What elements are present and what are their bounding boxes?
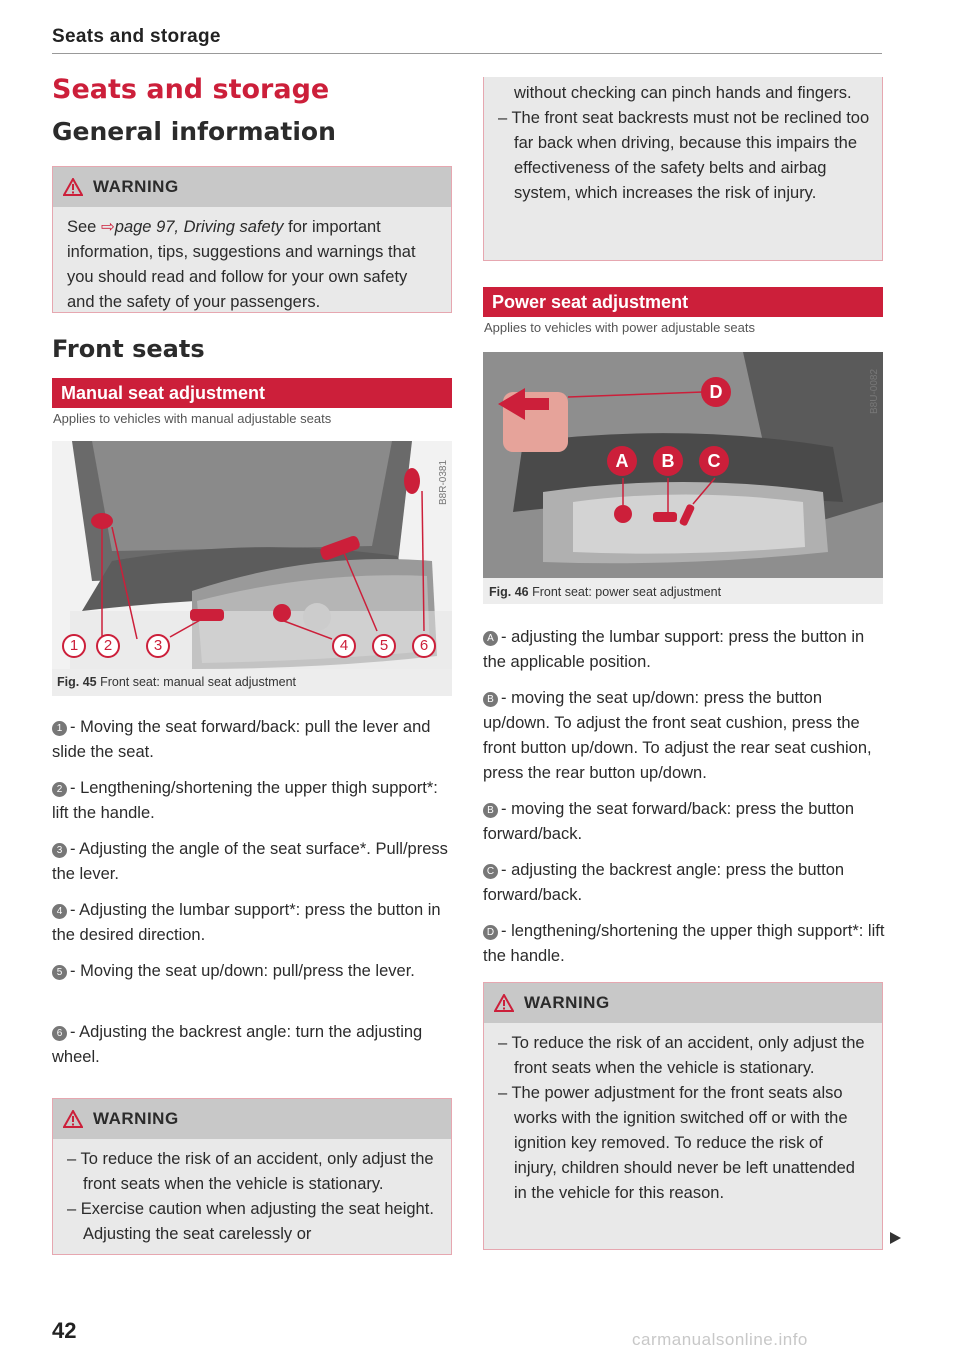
power-seat-illustration — [483, 352, 883, 578]
figure-label: Fig. 45 — [57, 675, 97, 689]
figure-45-panel — [52, 441, 452, 696]
item-marker: 4 — [52, 904, 67, 919]
list-item — [483, 686, 888, 786]
warning-box-continued — [483, 77, 883, 261]
item-marker: C — [483, 864, 498, 879]
item-marker: 1 — [52, 721, 67, 736]
figure-caption-text: Front seat: power seat adjustment — [528, 585, 722, 599]
warning-item: – The front seat backrests must not be reclined too far back when driving, because this impairs the effectiveness of the safety belts and airbag system, which increases the risk of injury. — [498, 109, 870, 202]
warning-header — [53, 1099, 451, 1139]
warning-item: – Exercise caution when adjusting the seat height. Adjusting the seat carelessly or — [67, 1200, 434, 1243]
warning-triangle-icon — [63, 1110, 83, 1128]
warning-item: – To reduce the risk of an accident, only adjust the front seats when the vehicle is stationary. — [67, 1150, 434, 1193]
warning-see-text: See — [67, 218, 101, 236]
list-item — [52, 776, 457, 826]
page-reference-link[interactable]: page 97, Driving safety — [114, 218, 284, 236]
item-text: - Lengthening/shortening the upper thigh support*: lift the handle. — [52, 779, 438, 822]
callout-5: 5 — [372, 634, 396, 658]
item-marker: 3 — [52, 843, 67, 858]
callout-B: B — [653, 446, 683, 476]
item-text: - lengthening/shortening the upper thigh support*: lift the handle. — [483, 922, 885, 965]
callout-2: 2 — [96, 634, 120, 658]
callout-6: 6 — [412, 634, 436, 658]
warning-body — [484, 1023, 882, 1216]
callout-1: 1 — [62, 634, 86, 658]
figure-45-caption — [57, 675, 296, 689]
warning-box-manual — [52, 1098, 452, 1255]
warning-header — [53, 167, 451, 207]
list-item — [483, 858, 888, 908]
warning-continued-line: without checking can pinch hands and fingers. — [514, 84, 852, 102]
power-adjustment-bar: Power seat adjustment — [483, 287, 883, 317]
item-marker: 2 — [52, 782, 67, 797]
section-title-general: General information — [52, 117, 336, 146]
watermark: carmanualsonline.info — [632, 1330, 808, 1349]
warning-body — [53, 207, 451, 325]
manual-applies-note: Applies to vehicles with manual adjustable seats — [53, 411, 332, 426]
item-text: - adjusting the backrest angle: press the button forward/back. — [483, 861, 845, 904]
warning-box-general — [52, 166, 452, 313]
callout-A: A — [607, 446, 637, 476]
callout-4: 4 — [332, 634, 356, 658]
item-text: - Moving the seat up/down: pull/press the lever. — [70, 962, 415, 980]
figure-code: B8R-0381 — [438, 459, 449, 505]
warning-triangle-icon — [63, 178, 83, 196]
running-header: Seats and storage — [52, 26, 221, 47]
power-applies-note: Applies to vehicles with power adjustable seats — [484, 320, 755, 335]
figure-46-caption — [489, 585, 721, 599]
item-text: - Adjusting the backrest angle: turn the adjusting wheel. — [52, 1023, 423, 1066]
warning-box-power — [483, 982, 883, 1250]
link-arrow-icon: ⇨ — [100, 218, 115, 236]
warning-title: WARNING — [93, 177, 179, 196]
figure-46-panel — [483, 352, 883, 604]
item-text: - moving the seat forward/back: press the button forward/back. — [483, 800, 855, 843]
header-divider — [52, 53, 882, 54]
warning-body — [53, 1139, 451, 1257]
warning-item: – To reduce the risk of an accident, only adjust the front seats when the vehicle is stationary. — [498, 1034, 865, 1077]
callout-3: 3 — [146, 634, 170, 658]
list-item — [52, 715, 457, 765]
figure-caption-text: Front seat: manual seat adjustment — [96, 675, 297, 689]
item-marker: A — [483, 631, 498, 646]
item-marker: 5 — [52, 965, 67, 980]
list-item — [483, 919, 888, 969]
list-item — [52, 1020, 457, 1070]
item-marker: D — [483, 925, 498, 940]
item-text: - Adjusting the lumbar support*: press the button in the desired direction. — [52, 901, 441, 944]
list-item — [483, 625, 888, 675]
item-text: - moving the seat up/down: press the button up/down. To adjust the front seat cushion, press the front button up/down. To adjust the rear seat cushion, press the rear button up/down. — [483, 689, 872, 782]
item-marker: B — [483, 692, 498, 707]
callout-D: D — [701, 377, 731, 407]
item-text: - Moving the seat forward/back: pull the lever and slide the seat. — [52, 718, 431, 761]
warning-header — [484, 983, 882, 1023]
item-text: - Adjusting the angle of the seat surface*. Pull/press the lever. — [52, 840, 448, 883]
item-marker: 6 — [52, 1026, 67, 1041]
warning-rest-text: for important information, tips, suggestions and warnings that you should read and follow for your own safety and the safety of your passengers. — [67, 218, 416, 311]
list-item — [52, 959, 457, 984]
warning-triangle-icon — [494, 994, 514, 1012]
continue-arrow-icon — [890, 1232, 901, 1244]
manual-adjustment-bar: Manual seat adjustment — [52, 378, 452, 408]
page-title: Seats and storage — [52, 74, 330, 105]
list-item — [483, 797, 888, 847]
warning-item: – The power adjustment for the front seats also works with the ignition switched off or with the ignition key removed. To reduce the risk of injury, children should never be left unattended in the vehicle for this reason. — [498, 1084, 855, 1202]
page-number: 42 — [52, 1318, 77, 1343]
warning-title: WARNING — [524, 993, 610, 1012]
callout-C: C — [699, 446, 729, 476]
item-text: - adjusting the lumbar support: press the button in the applicable position. — [483, 628, 865, 671]
list-item — [52, 898, 457, 948]
figure-label: Fig. 46 — [489, 585, 529, 599]
figure-code: B8U-0082 — [869, 368, 880, 414]
section-title-front-seats: Front seats — [52, 335, 205, 363]
warning-title: WARNING — [93, 1109, 179, 1128]
item-marker: B — [483, 803, 498, 818]
list-item — [52, 837, 457, 887]
